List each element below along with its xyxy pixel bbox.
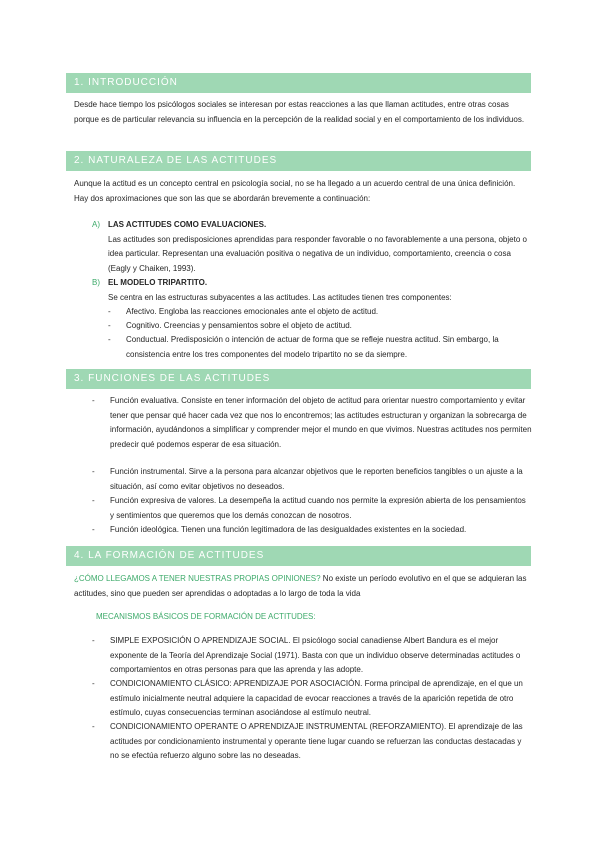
section-2-intro: Aunque la actitud es un concepto central en psicología social, no se ha llegado a un acuerdo central de una única definición. Hay dos aproximaciones que son las que se abordarán brevemente a continuación: — [74, 179, 516, 203]
section-3-heading: 3. FUNCIONES DE LAS ACTITUDES — [66, 369, 531, 389]
approach-a-text: Las actitudes son predisposiciones aprendidas para responder favorable o no favorablemente a una persona, objeto o idea particular. Representan una evaluación positiva o negativa de un individuo, comportamiento, creencia o cosa (Eagly y Chaiken, 1993). — [108, 234, 527, 273]
function-ideological — [92, 523, 532, 538]
function-instrumental — [92, 465, 532, 494]
formation-answer: No existe un período evolutivo en el que se adquieran las actitudes, sino que pueden ser aprendidas o adoptadas a lo largo de toda la vida — [74, 574, 527, 598]
component-cognitive — [108, 319, 528, 334]
component-text: Conductual. Predisposición o intención de actuar de forma que se refleje nuestra actitud. Sin embargo, la consistencia entre los tres componentes del modelo tripartito no se da siempre. — [126, 335, 499, 359]
approach-b-title: EL MODELO TRIPARTITO. — [108, 278, 208, 287]
function-text: Función instrumental. Sirve a la persona para alcanzar objetivos que le reporten beneficios tangibles o un ajuste a la situación, así como evitar objetivos no deseados. — [110, 467, 523, 491]
approach-b-text: Se centra en las estructuras subyacentes a las actitudes. Las actitudes tienen tres componentes: — [108, 292, 452, 302]
approach-a — [92, 218, 532, 276]
list-dash: - — [92, 396, 95, 405]
list-dash: - — [108, 335, 111, 344]
list-dash: - — [92, 467, 95, 476]
function-evaluative — [92, 394, 532, 452]
mechanism-operant — [92, 720, 532, 764]
component-text: Cognitivo. Creencias y pensamientos sobre el objeto de actitud. — [126, 321, 352, 330]
list-dash: - — [92, 722, 95, 731]
mechanism-classical — [92, 677, 532, 721]
list-dash: - — [92, 679, 95, 688]
mechanism-social-learning — [92, 634, 532, 678]
list-dash: - — [108, 307, 111, 316]
approach-a-marker: A) — [92, 220, 100, 229]
section-1-heading: 1. INTRODUCCIÓN — [66, 73, 531, 93]
formation-question: ¿CÓMO LLEGAMOS A TENER NUESTRAS PROPIAS OPINIONES? — [74, 574, 321, 583]
function-text: Función ideológica. Tienen una función legitimadora de las desigualdades existentes en la sociedad. — [110, 525, 467, 534]
component-behavioral — [108, 333, 528, 362]
component-affective — [108, 305, 528, 320]
mechanism-text: SIMPLE EXPOSICIÓN O APRENDIZAJE SOCIAL. El psicólogo social canadiense Albert Bandura es el mejor exponente de la Teoría del Aprendizaje Social (1971). Basta con que un individuo observe determinadas actitudes o comportamientos en otras personas para que las aprenda y las adopte. — [110, 636, 521, 674]
approach-b — [92, 276, 532, 305]
list-dash: - — [92, 496, 95, 505]
mechanisms-title: MECANISMOS BÁSICOS DE FORMACIÓN DE ACTITUDES: — [96, 612, 316, 621]
list-dash: - — [92, 525, 95, 534]
list-dash: - — [108, 321, 111, 330]
list-dash: - — [92, 636, 95, 645]
section-4-intro — [74, 572, 529, 601]
mechanism-text: CONDICIONAMIENTO OPERANTE O APRENDIZAJE INSTRUMENTAL (REFORZAMIENTO). El aprendizaje de las actitudes por condicionamiento instrumental y operante tiene lugar cuando se refuerzan las conductas destacadas y no se efectúa refuerzo alguno sobre las no deseadas. — [110, 722, 523, 760]
approach-b-marker: B) — [92, 278, 100, 287]
section-4-heading: 4. LA FORMACIÓN DE ACTITUDES — [66, 546, 531, 566]
approach-a-title: LAS ACTITUDES COMO EVALUACIONES. — [108, 220, 267, 229]
section-1-text: Desde hace tiempo los psicólogos sociales se interesan por estas reacciones a las que llaman actitudes, entre otras cosas porque es de particular relevancia su influencia en la percepción de la realidad social y en el comportamiento de los individuos. — [74, 100, 525, 124]
function-expressive — [92, 494, 532, 523]
function-text: Función evaluativa. Consiste en tener información del objeto de actitud para orientar nuestro comportamiento y evitar tener que pensar qué hacer cada vez que nos lo encontremos; las actitudes estructuran y organizan la sobrecarga de información, ayudándonos a simplificar y comprender mejor el mundo en que vivimos. Nuestras actitudes nos permiten predecir qué podemos esperar de esa situación. — [110, 396, 532, 449]
section-2-heading: 2. NATURALEZA DE LAS ACTITUDES — [66, 151, 531, 171]
component-text: Afectivo. Engloba las reacciones emocionales ante el objeto de actitud. — [126, 307, 379, 316]
mechanism-text: CONDICIONAMIENTO CLÁSICO: APRENDIZAJE POR ASOCIACIÓN. Forma principal de aprendizaje, en el que un estímulo inicialmente neutral adquiere la capacidad de evocar reacciones a través de la aparición repetida de otro estímulo, cuyas consecuencias terminan asociándose al estímulo neutral. — [110, 679, 523, 717]
function-text: Función expresiva de valores. La desempeña la actitud cuando nos permite la expresión abierta de los pensamientos y sentimientos que queremos que los demás conozcan de nosotros. — [110, 496, 526, 520]
